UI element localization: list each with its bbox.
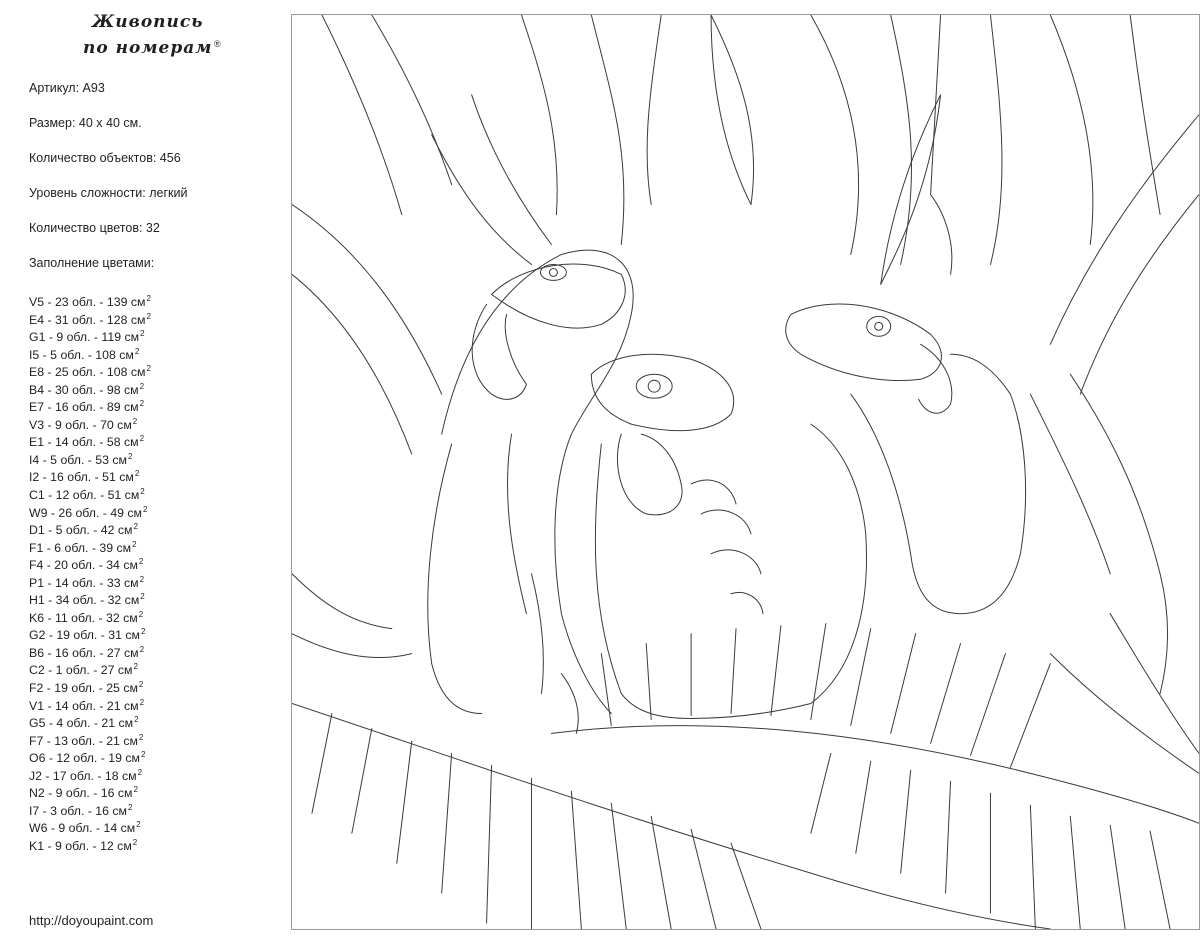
unit-exponent: 2	[146, 294, 151, 303]
unit-exponent: 2	[134, 469, 140, 479]
color-fill-text: F2 - 19 обл. - 25 см	[29, 681, 138, 696]
right-parrot-head	[786, 304, 942, 381]
info-sidebar	[0, 0, 285, 943]
color-fill-text: E1 - 14 обл. - 58 см	[29, 435, 139, 450]
color-fill-text: I4 - 5 обл. - 53 см	[29, 452, 127, 467]
unit-exponent: 2	[140, 592, 145, 602]
color-fill-item	[29, 536, 151, 554]
unit-exponent: 2	[140, 627, 146, 637]
unit-exponent: 2	[134, 346, 140, 356]
registered-mark: ®	[214, 39, 221, 49]
unit-exponent: 2	[139, 381, 145, 391]
leaf-outline	[711, 15, 754, 205]
color-fill-text: V5 - 23 обл. - 139 см	[29, 295, 146, 309]
center-parrot-head	[591, 354, 733, 430]
brand-title-line2: по номерам	[83, 38, 213, 58]
unit-exponent: 2	[139, 574, 145, 584]
colors-count: Количество цветов: 32	[29, 221, 160, 235]
leaf-outline	[531, 574, 578, 734]
color-fill-text: J2 - 17 обл. - 18 см	[29, 768, 137, 783]
bottom-leaf-stem	[292, 703, 1050, 929]
unit-exponent: 2	[133, 785, 138, 795]
objects-count: Количество объектов: 456	[29, 151, 181, 165]
color-fill-item	[29, 764, 151, 782]
color-fill-text: B6 - 16 обл. - 27 см	[29, 645, 139, 660]
color-fill-item	[29, 448, 151, 466]
color-fill-text: C2 - 1 обл. - 27 см	[29, 663, 133, 678]
unit-exponent: 2	[140, 329, 145, 339]
color-fill-item	[29, 518, 151, 536]
color-fill-text: N2 - 9 обл. - 16 см	[29, 786, 133, 801]
unit-exponent: 2	[132, 539, 137, 549]
color-fill-item	[29, 325, 151, 343]
center-parrot-eye	[636, 374, 672, 398]
color-fill-text: W6 - 9 обл. - 14 см	[29, 821, 136, 836]
color-fill-text: P1 - 14 обл. - 33 см	[29, 575, 139, 590]
left-parrot-beak	[472, 304, 526, 399]
brand-logo	[0, 12, 285, 64]
unit-exponent: 2	[132, 837, 138, 847]
color-fill-item	[29, 676, 151, 694]
unit-exponent: 2	[140, 750, 146, 760]
color-fill-item	[29, 658, 151, 676]
difficulty-level: Уровень сложности: легкий	[29, 186, 188, 200]
color-fill-item	[29, 430, 151, 448]
left-parrot-eye	[540, 264, 566, 280]
color-fill-text: E7 - 16 обл. - 89 см	[29, 400, 139, 415]
color-fill-text: K1 - 9 обл. - 12 см	[29, 838, 132, 853]
unit-exponent: 2	[132, 416, 138, 426]
color-fill-text: E8 - 25 обл. - 108 см	[29, 365, 146, 380]
color-fill-text: D1 - 5 обл. - 42 см	[29, 523, 133, 538]
color-fill-item	[29, 799, 151, 817]
unit-exponent: 2	[139, 697, 145, 707]
unit-exponent: 2	[143, 504, 148, 514]
color-fill-item	[29, 553, 151, 571]
bottom-leaf-stem	[551, 726, 1199, 824]
parrots-outline-drawing	[292, 15, 1199, 929]
unit-exponent: 2	[138, 557, 144, 567]
unit-exponent: 2	[133, 662, 138, 672]
leaf-outline	[292, 574, 412, 658]
color-fill-text: I2 - 16 обл. - 51 см	[29, 470, 134, 485]
canvas-size: Размер: 40 х 40 см.	[29, 116, 142, 130]
color-fill-item	[29, 711, 151, 729]
center-parrot-pupil	[648, 380, 660, 392]
color-fill-text: O6 - 12 обл. - 19 см	[29, 751, 140, 766]
unit-exponent: 2	[133, 522, 138, 532]
leaf-veins	[811, 753, 1170, 929]
unit-exponent: 2	[140, 487, 145, 497]
color-fill-item	[29, 501, 151, 519]
leaf-outline	[292, 205, 442, 454]
color-fill-text: G1 - 9 обл. - 119 см	[29, 330, 140, 345]
color-fill-item	[29, 343, 151, 361]
unit-exponent: 2	[138, 732, 144, 742]
center-parrot-feathers	[691, 480, 763, 614]
coloring-canvas	[291, 14, 1200, 930]
color-fill-text: F7 - 13 обл. - 21 см	[29, 733, 138, 748]
color-fill-text: B4 - 30 обл. - 98 см	[29, 382, 139, 397]
leaf-outline	[1050, 614, 1199, 774]
color-fill-text: F4 - 20 обл. - 34 см	[29, 558, 138, 573]
color-fill-item	[29, 395, 151, 413]
color-fill-item	[29, 641, 151, 659]
left-parrot-pupil	[549, 268, 557, 276]
color-fill-text: C1 - 12 обл. - 51 см	[29, 488, 140, 503]
unit-exponent: 2	[128, 451, 133, 461]
color-fill-item	[29, 378, 151, 396]
left-parrot-head	[492, 264, 626, 328]
color-fill-item	[29, 694, 151, 712]
leaf-veins	[312, 713, 761, 929]
unit-exponent: 2	[139, 644, 145, 654]
color-fill-item	[29, 729, 151, 747]
website-link[interactable]: http://doyoupaint.com	[29, 913, 154, 928]
color-fill-item	[29, 746, 151, 764]
color-fill-item	[29, 413, 151, 431]
unit-exponent: 2	[128, 802, 133, 812]
leaf-outline	[521, 15, 661, 244]
color-fill-item	[29, 465, 151, 483]
leaf-outline	[1050, 15, 1160, 244]
color-fill-item	[29, 816, 151, 834]
color-fill-text: F1 - 6 обл. - 39 см	[29, 540, 132, 555]
unit-exponent: 2	[139, 434, 145, 444]
color-fill-item	[29, 571, 151, 589]
unit-exponent: 2	[138, 680, 144, 690]
color-fill-text: W9 - 26 обл. - 49 см	[29, 505, 143, 520]
color-fill-text: V3 - 9 обл. - 70 см	[29, 417, 132, 432]
color-fill-item	[29, 834, 151, 852]
unit-exponent: 2	[146, 364, 151, 374]
center-parrot-beak	[617, 434, 682, 515]
fill-heading: Заполнение цветами:	[29, 256, 155, 270]
brand-title-line1: Живопись	[92, 12, 204, 32]
article-number: Артикул: А93	[29, 81, 105, 95]
leaf-outline	[811, 15, 912, 264]
color-fill-text: K6 - 11 обл. - 32 см	[29, 610, 138, 625]
color-fill-item	[29, 290, 151, 308]
leaf-veins	[601, 624, 1050, 768]
color-fill-item	[29, 781, 151, 799]
color-fill-text: H1 - 34 обл. - 32 см	[29, 593, 140, 608]
color-fill-item	[29, 588, 151, 606]
color-fill-text: E4 - 31 обл. - 128 см	[29, 312, 146, 327]
color-fill-item	[29, 360, 151, 378]
color-fill-text: I5 - 5 обл. - 108 см	[29, 347, 134, 362]
left-parrot-outline	[442, 250, 633, 713]
right-parrot-eye	[867, 316, 891, 336]
color-fill-text: G5 - 4 обл. - 21 см	[29, 716, 134, 731]
color-fill-item	[29, 483, 151, 501]
color-fill-text: I7 - 3 обл. - 16 см	[29, 803, 127, 818]
unit-exponent: 2	[139, 399, 145, 409]
color-fill-item	[29, 308, 151, 326]
color-fill-text: G2 - 19 обл. - 31 см	[29, 628, 140, 643]
unit-exponent: 2	[138, 609, 144, 619]
leaf-outline	[931, 15, 1002, 274]
right-parrot-wing	[1030, 374, 1167, 693]
leaf-outline	[322, 15, 452, 215]
unit-exponent: 2	[146, 311, 151, 321]
color-fill-text: V1 - 14 обл. - 21 см	[29, 698, 139, 713]
unit-exponent: 2	[136, 820, 141, 830]
leaf-outline	[1050, 115, 1199, 394]
color-fill-list	[29, 290, 151, 852]
unit-exponent: 2	[137, 767, 143, 777]
right-parrot-pupil	[875, 322, 883, 330]
right-parrot-body	[851, 354, 1026, 613]
center-parrot-body	[595, 424, 866, 718]
left-parrot-wing	[428, 434, 527, 713]
color-fill-item	[29, 606, 151, 624]
unit-exponent: 2	[134, 715, 139, 725]
color-fill-item	[29, 623, 151, 641]
